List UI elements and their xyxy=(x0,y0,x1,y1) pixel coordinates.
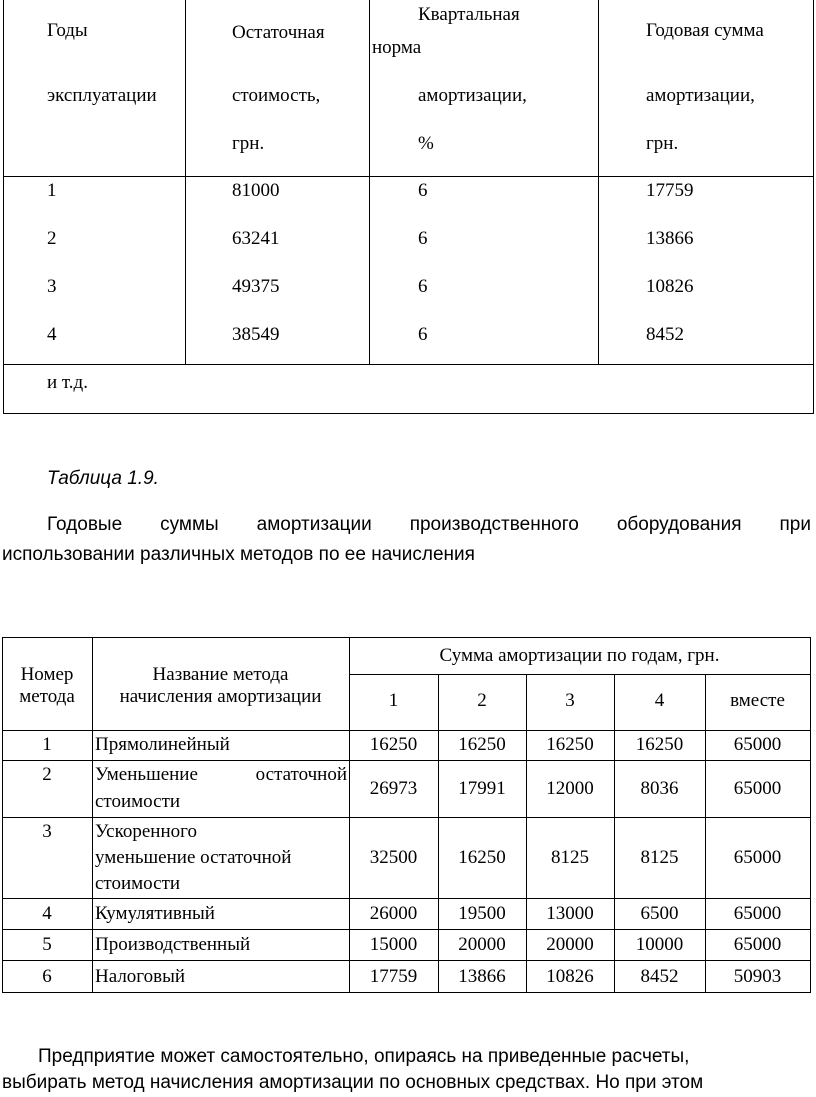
table2-header-sum: Сумма амортизации по годам, грн. xyxy=(439,645,720,666)
table2-hline xyxy=(2,760,811,761)
table2-header-year-1: 1 xyxy=(388,690,399,711)
table1-header-years: Годы xyxy=(47,20,88,41)
table2-hline xyxy=(2,730,811,731)
table1-header-residual-3: грн. xyxy=(232,133,265,154)
table2-header-year-3: 3 xyxy=(565,690,575,711)
table-caption: Таблица 1.9. xyxy=(47,468,159,489)
table1-right-border xyxy=(813,0,814,414)
table1-header-residual-2: стоимость, xyxy=(232,85,321,106)
table1-header-years-2: эксплуатации xyxy=(47,85,157,106)
table1-header-annual: Годовая сумма xyxy=(646,20,764,41)
table-title-line-1: Годовые суммы амортизации производственного оборудования при xyxy=(47,514,811,535)
table1-left-border xyxy=(3,0,4,414)
table1-bottom-border xyxy=(3,413,814,414)
table1-header-residual: Остаточная xyxy=(232,22,325,43)
table-title-line-2: использовании различных методов по ее начисления xyxy=(2,544,475,565)
table2-header-total: вместе xyxy=(730,690,785,711)
table2-hline xyxy=(2,992,811,993)
table2-hline xyxy=(2,637,811,638)
table2-hline xyxy=(349,674,811,675)
table1-footer-divider xyxy=(3,364,814,365)
paragraph-line-2: выбирать метод начисления амортизации по основных средствах. Но при этом xyxy=(2,1072,704,1093)
table2-header-year-2: 2 xyxy=(477,690,487,711)
table2-header-number: Номер xyxy=(20,664,74,685)
table2-hline xyxy=(2,929,811,930)
table2-header-method-2: начисления амортизации xyxy=(119,686,322,707)
table1-header-quarter-3: амортизации, xyxy=(418,85,527,106)
table2-header-year-4: 4 xyxy=(654,690,665,711)
table1-footer-etc: и т.д. xyxy=(47,372,88,393)
table2-header-method: Название метода xyxy=(152,664,289,685)
table1-header-quarter-4: % xyxy=(418,133,434,154)
table1-col-divider-3 xyxy=(598,0,599,365)
method-name-word: Уменьшение xyxy=(95,764,198,785)
table2-header-number-2: метода xyxy=(19,686,75,707)
table2-hline xyxy=(2,898,811,899)
table2-hline xyxy=(2,960,811,961)
table1-header-annual-3: грн. xyxy=(646,133,679,154)
table1-header-annual-2: амортизации, xyxy=(646,85,755,106)
table1-header-quarter-2: норма xyxy=(372,37,422,58)
table2-hline xyxy=(2,817,811,818)
table2-row2-name-line1 xyxy=(95,764,347,786)
table2-vline xyxy=(810,637,811,993)
table1-col-divider-1 xyxy=(185,0,186,365)
table1-col-divider-2 xyxy=(369,0,370,365)
paragraph-line-1: Предприятие может самостоятельно, опираясь на приведенные расчеты, xyxy=(38,1046,690,1067)
table1-header-divider xyxy=(3,176,814,177)
table1-header-quarter: Квартальная xyxy=(418,4,520,25)
method-name-word: остаточной xyxy=(255,764,347,785)
